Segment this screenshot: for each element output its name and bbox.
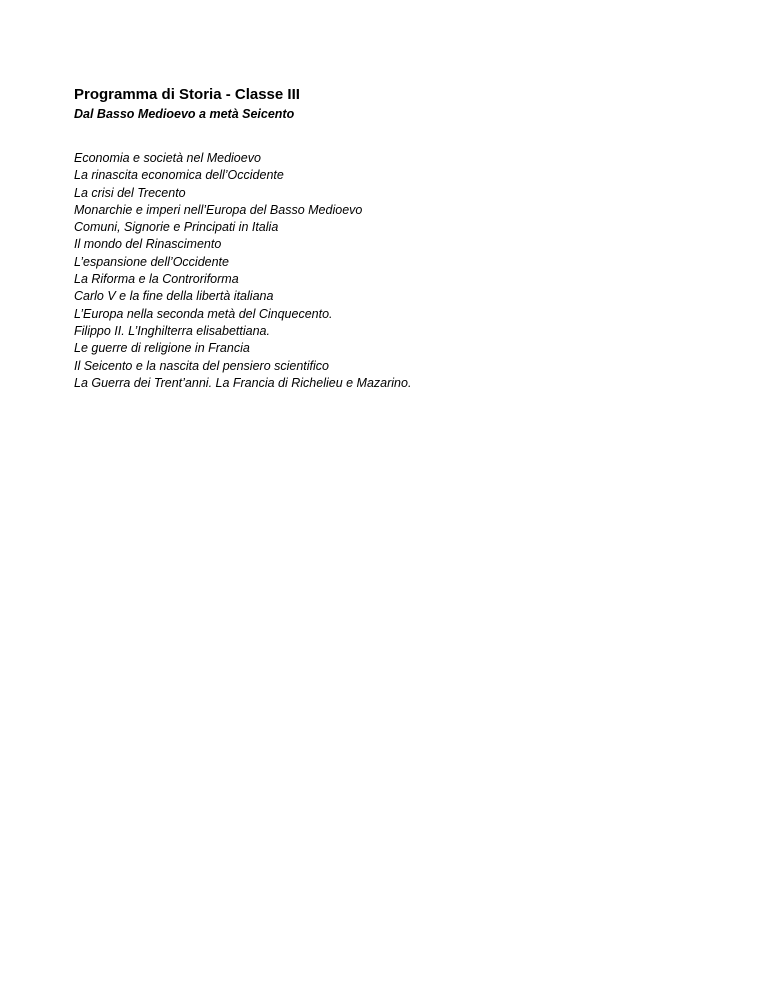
topic-item: Le guerre di religione in Francia xyxy=(74,341,250,356)
topic-item: Carlo V e la fine della libertà italiana xyxy=(74,289,274,304)
topic-item: La Guerra dei Trent’anni. La Francia di Richelieu e Mazarino. xyxy=(74,375,412,390)
topic-item: La rinascita economica dell’Occidente xyxy=(74,168,284,183)
topic-item: La crisi del Trecento xyxy=(74,185,186,200)
document-subtitle: Dal Basso Medioevo a metà Seicento xyxy=(74,107,295,121)
document-title: Programma di Storia - Classe III xyxy=(74,86,300,103)
topic-item: Il mondo del Rinascimento xyxy=(74,237,222,252)
topic-item: Economia e società nel Medioevo xyxy=(74,151,261,165)
topic-item: L’Europa nella seconda metà del Cinquecento. xyxy=(74,306,333,321)
document-content xyxy=(74,86,734,392)
topic-item: La Riforma e la Controriforma xyxy=(74,272,239,287)
topic-item: Monarchie e imperi nell’Europa del Basso Medioevo xyxy=(74,202,363,217)
topic-item: L’espansione dell’Occidente xyxy=(74,254,229,269)
topic-item: Filippo II. L’Inghilterra elisabettiana. xyxy=(74,323,270,338)
topic-item: Comuni, Signorie e Principati in Italia xyxy=(74,220,279,235)
topic-item: Il Seicento e la nascita del pensiero scientifico xyxy=(74,358,330,373)
topic-list xyxy=(74,150,734,392)
